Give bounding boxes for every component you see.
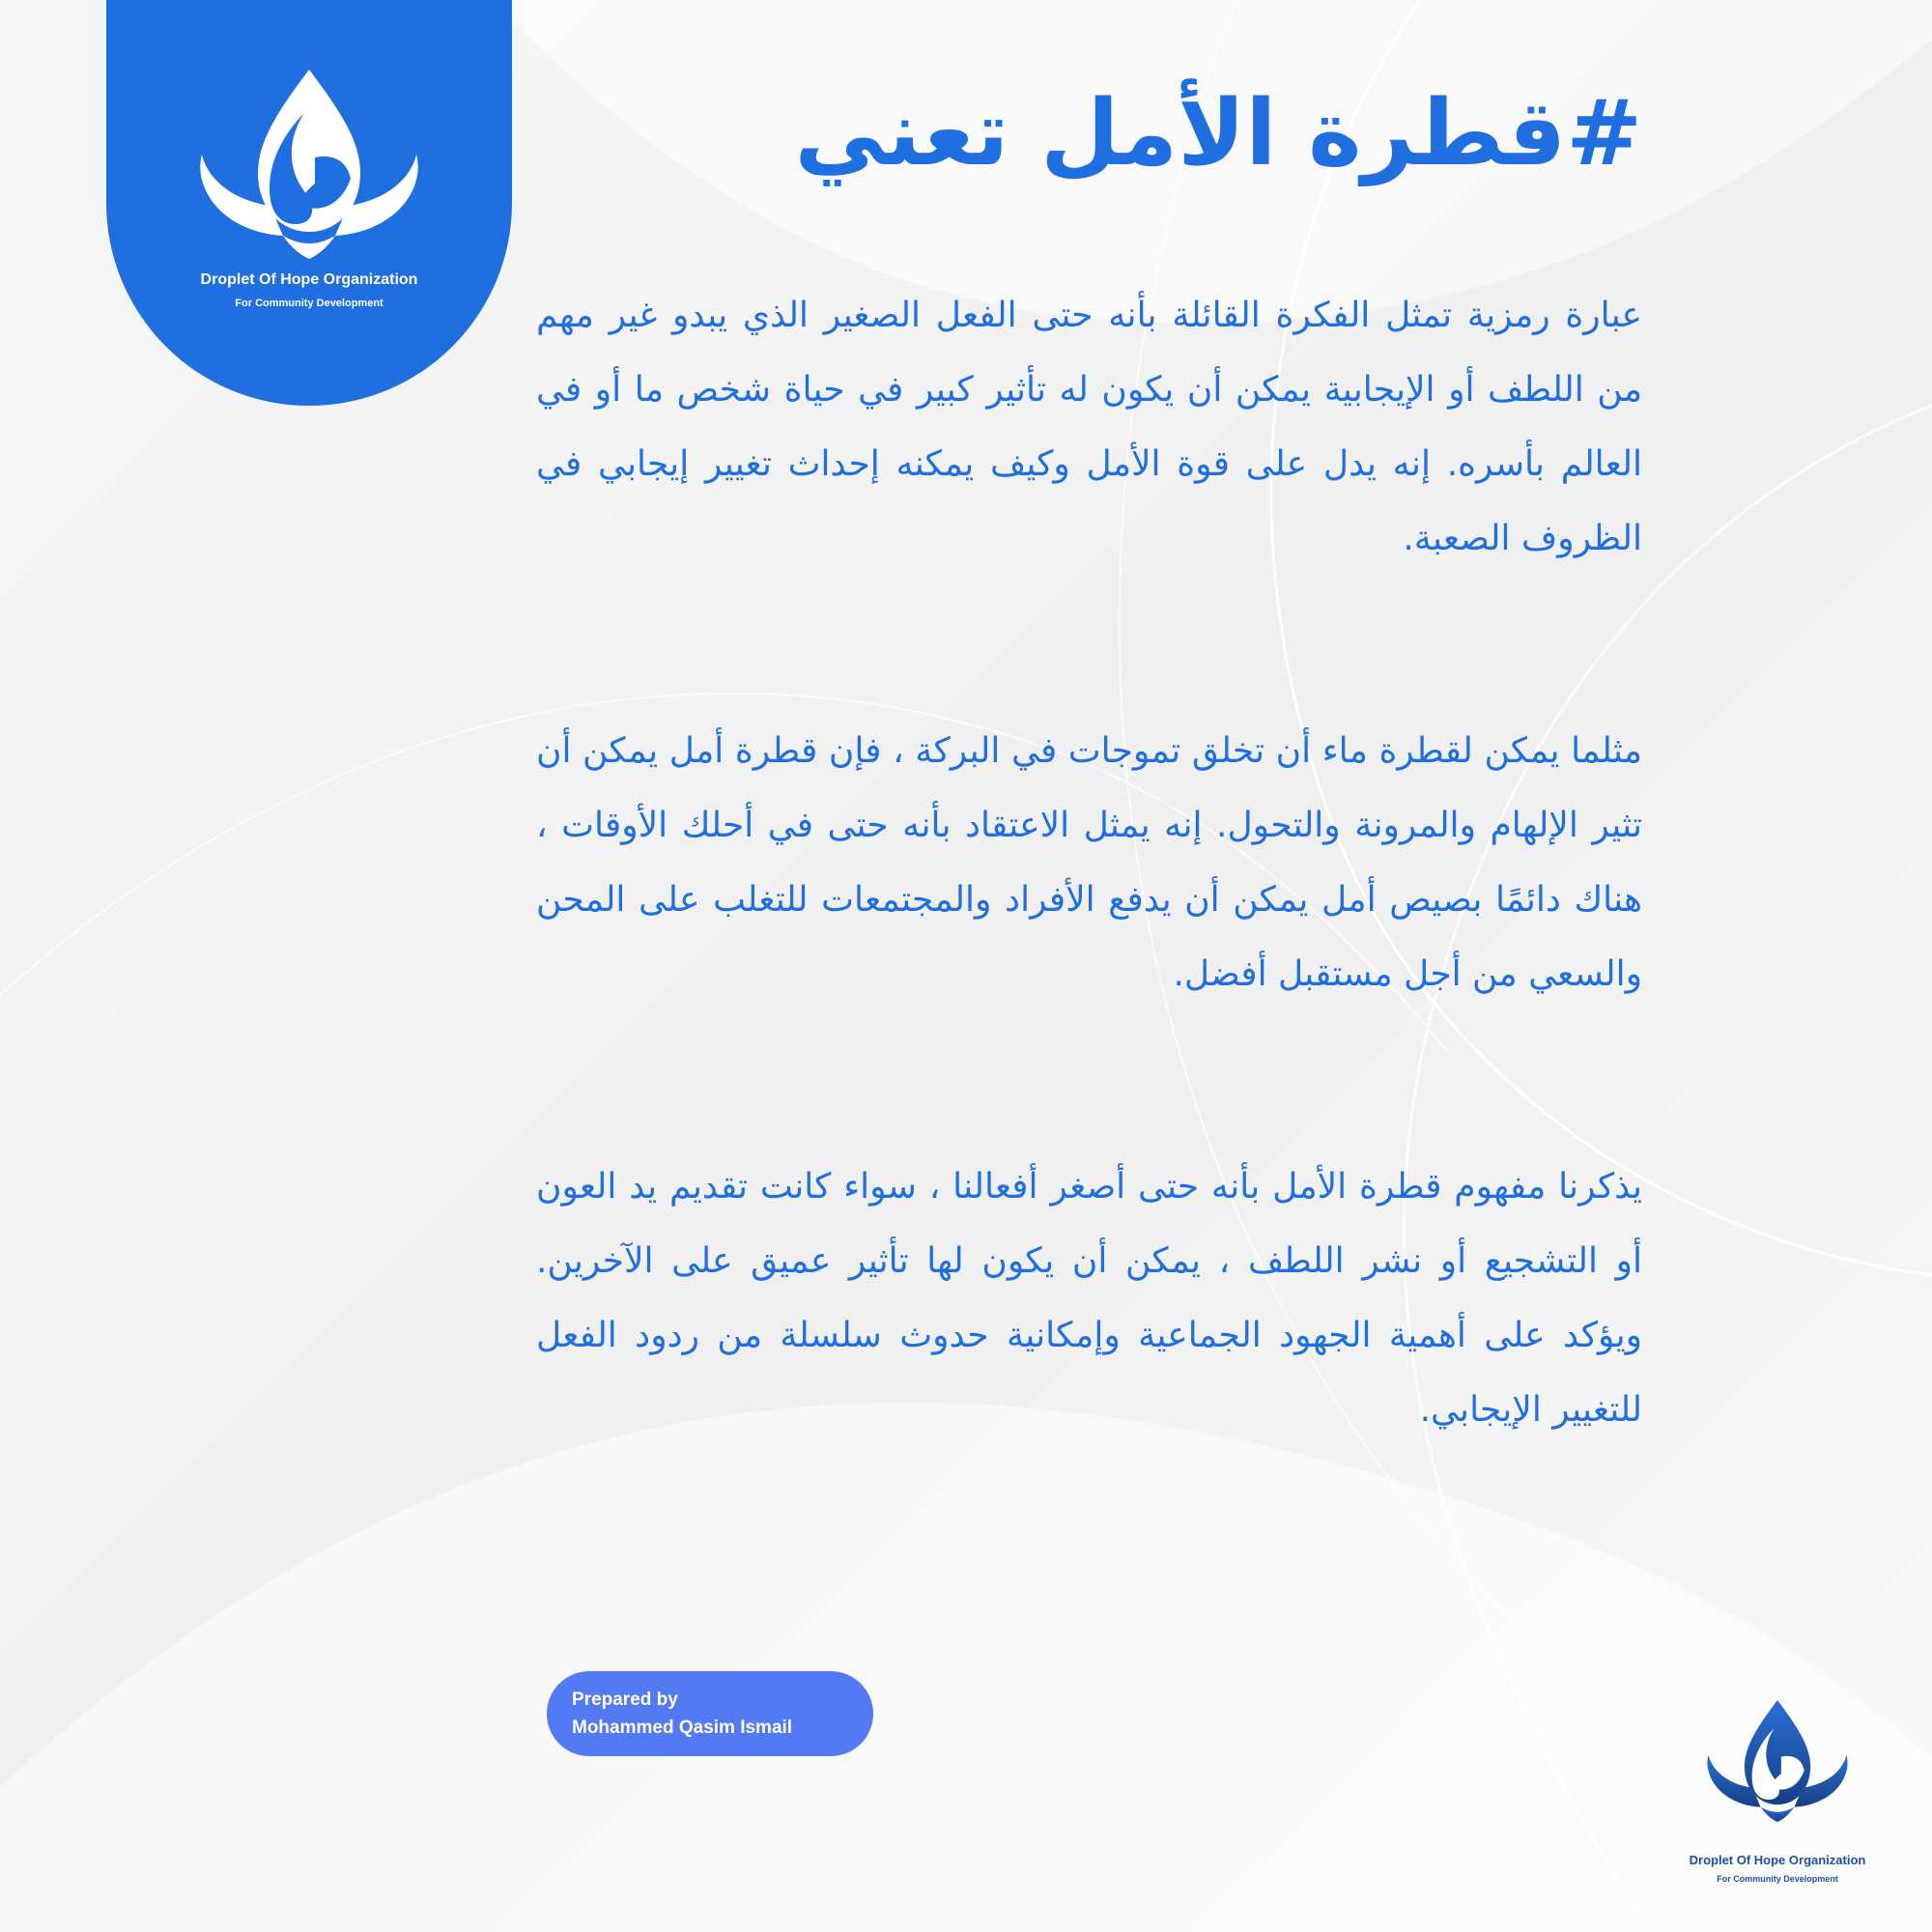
post-body [536,278,1642,1447]
paragraph-collective-effort: يذكرنا مفهوم قطرة الأمل بأنه حتى أصغر أفعالنا ، سواء كانت تقديم يد العون أو التشجيع أو نشر اللطف ، يمكن أن يكون لها تأثير عميق على الآخرين. ويؤكد على أهمية الجهود الجماعية وإمكانية حدوث سلسلة من ردود الفعل للتغيير الإيجابي. [536,1167,1642,1430]
author-name: Mohammed Qasim Ismail [572,1718,793,1738]
paragraph-ripple: مثلما يمكن لقطرة ماء أن تخلق تموجات في البركة ، فإن قطرة أمل يمكن أن تثير الإلهام والمرونة والتحول. إنه يمثل الاعتقاد بأنه حتى في أحلك الأوقات ، هناك دائمًا بصيص أمل يمكن أن يدفع الأفراد والمجتمعات للتغلب على المحن والسعي من أجل مستقبل أفضل. [536,731,1642,994]
prepared-label: Prepared by [572,1690,678,1710]
brand-panel [106,0,512,406]
water-drop-hands-icon [1706,1686,1849,1840]
organization-subtitle: For Community Development [235,298,384,309]
water-drop-hands-icon [198,66,420,269]
prepared-by-badge [547,1671,873,1756]
page-title: #قطرة الأمل تعني [794,81,1642,186]
bottom-organization-subtitle: For Community Development [1717,1874,1838,1884]
bottom-organization-name: Droplet Of Hope Organization [1689,1853,1866,1867]
bottom-brand [1662,1686,1893,1927]
paragraph-intro: عبارة رمزية تمثل الفكرة القائلة بأنه حتى الفعل الصغير الذي يبدو غير مهم من اللطف أو الإيجابية يمكن أن يكون له تأثير كبير في حياة شخص ما أو في العالم بأسره. إنه يدل على قوة الأمل وكيف يمكنه إحداث تغيير إيجابي في الظروف الصعبة. [536,296,1642,558]
organization-name: Droplet Of Hope Organization [200,271,418,288]
